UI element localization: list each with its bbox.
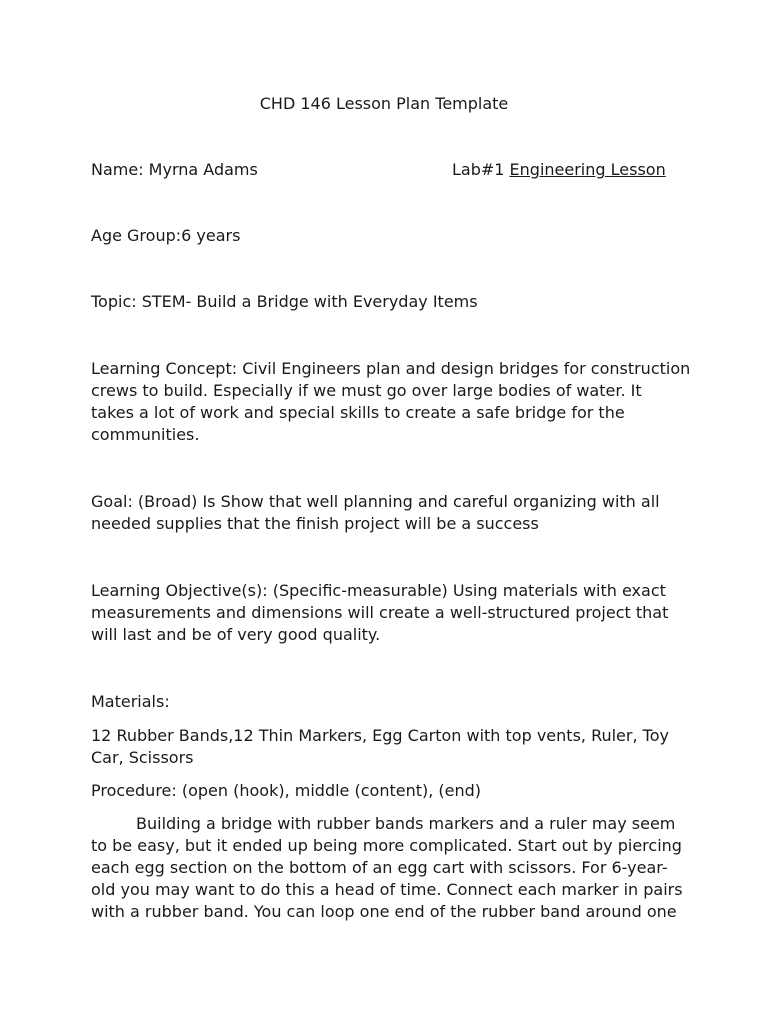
lab-field — [452, 159, 712, 181]
procedure-line-2: to be easy, but it ended up being more complicated. Start out by piercing — [91, 836, 682, 855]
materials-line-1: 12 Rubber Bands,12 Thin Markers, Egg Carton with top vents, Ruler, Toy — [91, 726, 669, 745]
procedure-line-3: each egg section on the bottom of an egg cart with scissors. For 6-year- — [91, 858, 668, 877]
learning-concept-line-3: takes a lot of work and special skills to create a safe bridge for the — [91, 403, 625, 422]
learning-concept-line-4: communities. — [91, 425, 200, 444]
learning-concept-line-1: Learning Concept: Civil Engineers plan and design bridges for construction — [91, 359, 691, 378]
materials-heading: Materials: — [91, 692, 170, 711]
learning-objective-line-1: Learning Objective(s): (Specific-measurable) Using materials with exact — [91, 581, 666, 600]
procedure-line-5: with a rubber band. You can loop one end of the rubber band around one — [91, 902, 677, 921]
lab-prefix: Lab#1 — [452, 160, 510, 179]
goal-line-1: Goal: (Broad) Is Show that well planning and careful organizing with all — [91, 492, 660, 511]
procedure-line-4: old you may want to do this a head of time. Connect each marker in pairs — [91, 880, 683, 899]
lab-title: Engineering Lesson — [509, 160, 666, 179]
learning-objective-line-3: will last and be of very good quality. — [91, 625, 381, 644]
procedure-heading: Procedure: (open (hook), middle (content), (end) — [91, 781, 482, 800]
materials-line-2: Car, Scissors — [91, 748, 194, 767]
procedure-line-1 — [91, 813, 681, 835]
name-field: Name: Myrna Adams — [91, 160, 258, 179]
document-title: CHD 146 Lesson Plan Template — [259, 94, 509, 113]
topic: Topic: STEM- Build a Bridge with Everyday Items — [91, 292, 478, 311]
procedure-line-1-text: Building a bridge with rubber bands markers and a ruler may seem — [136, 814, 676, 833]
learning-concept-line-2: crews to build. Especially if we must go over large bodies of water. It — [91, 381, 642, 400]
goal-line-2: needed supplies that the finish project will be a success — [91, 514, 539, 533]
learning-objective-line-2: measurements and dimensions will create a well-structured project that — [91, 603, 669, 622]
age-group: Age Group:6 years — [91, 226, 241, 245]
